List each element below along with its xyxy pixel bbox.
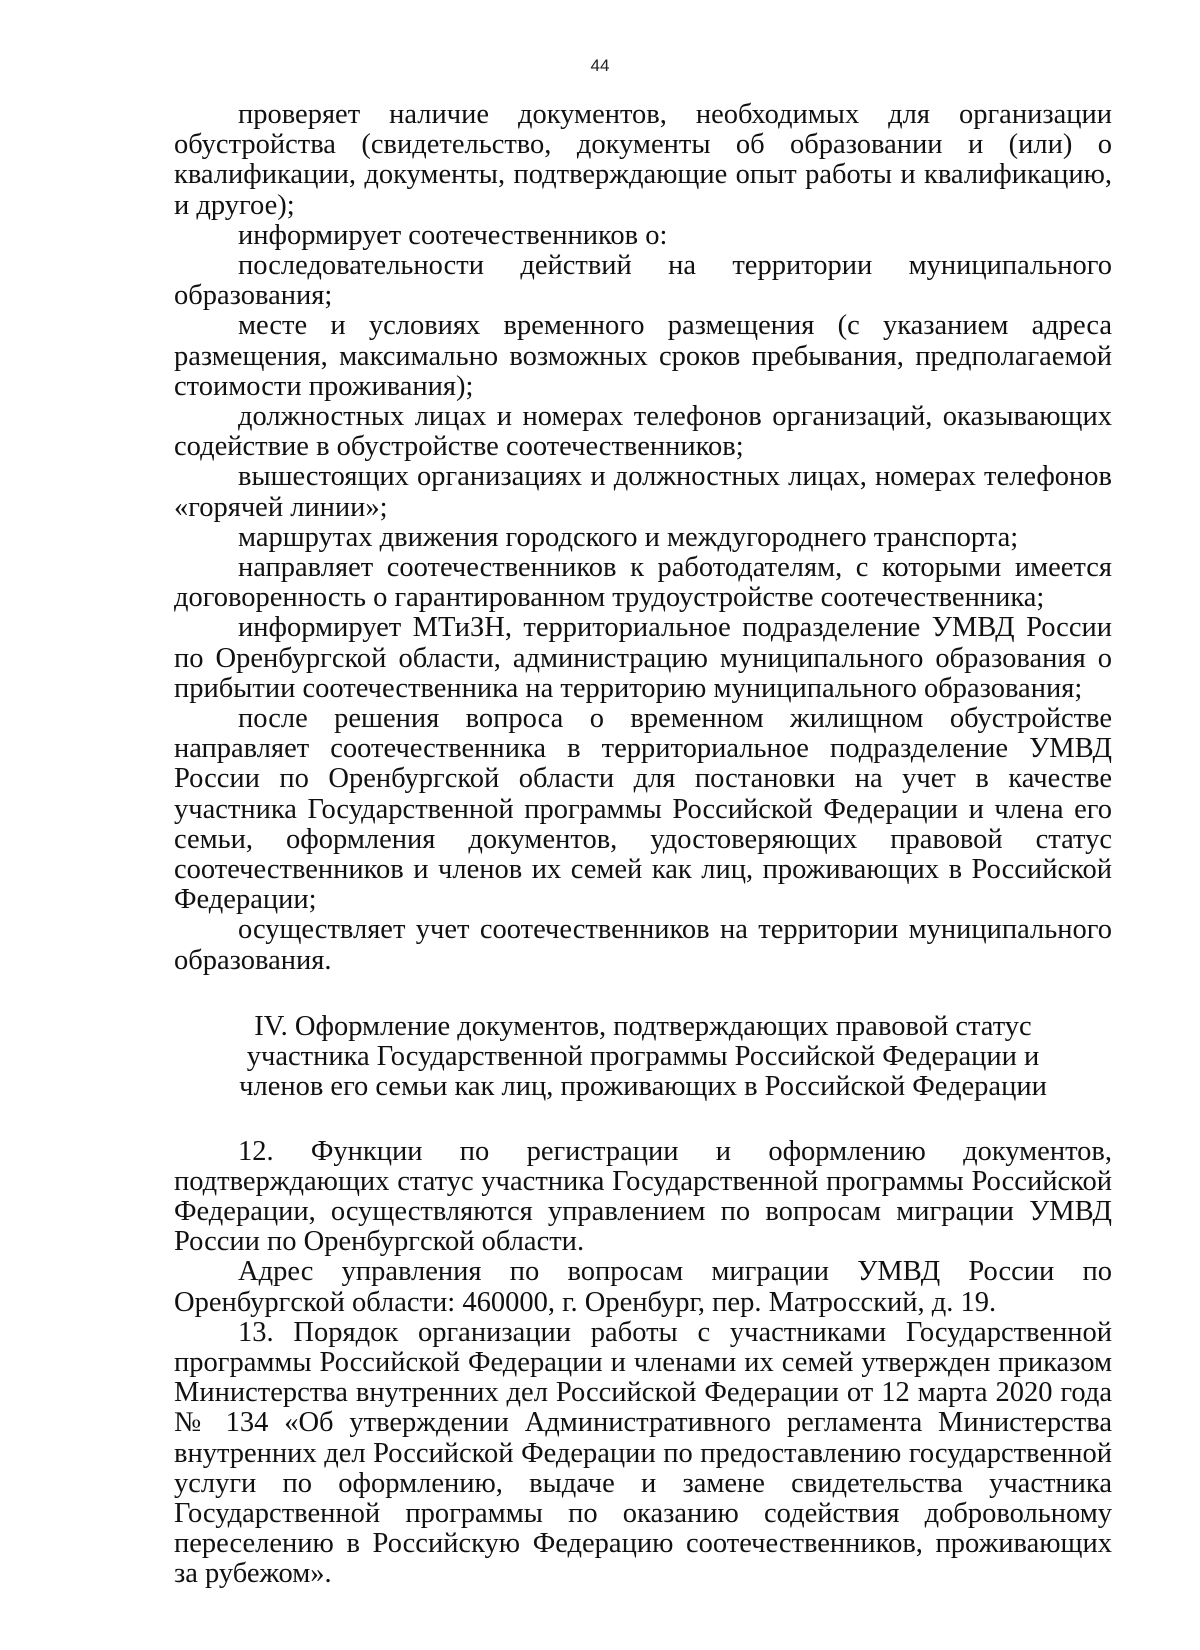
- paragraph: месте и условиях временного размещения (с указанием адреса размещения, максимально возможных сроков пребывания, предполагаемой стоимости проживания);: [174, 310, 1112, 402]
- paragraph: информирует МТиЗН, территориальное подразделение УМВД России по Оренбургской области, администрацию муниципального образования о прибытии соотечественника на территорию муниципального образования;: [174, 612, 1112, 704]
- paragraph: осуществляет учет соотечественников на территории муниципального образования.: [174, 914, 1112, 976]
- paragraph: направляет соотечественников к работодателям, с которыми имеется договоренность о гарантированном трудоустройстве соотечественника;: [174, 552, 1112, 614]
- document-body: [174, 100, 1112, 1590]
- paragraph: маршрутах движения городского и междугороднего транспорта;: [238, 521, 1019, 553]
- paragraph: проверяет наличие документов, необходимых для организации обустройства (свидетельство, документы об образовании и (или) о квалификации, документы, подтверждающие опыт работы и квалификацию, и другое);: [174, 99, 1112, 221]
- paragraph: 13. Порядок организации работы с участниками Государственной программы Российской Федерации и членами их семей утвержден приказом Министерства внутренних дел Российской Федерации от 12 марта 2020 года № 134 «Об утверждении Административного регламента Министерства внутренних дел Российской Федерации по предоставлению государственной услуги по оформлению, выдаче и замене свидетельства участника Государственной программы по оказанию содействия добровольному переселению в Российскую Федерацию соотечественников, проживающих за рубежом».: [174, 1316, 1112, 1590]
- section-heading-line: членов его семьи как лиц, проживающих в Российской Федерации: [239, 1071, 1047, 1103]
- paragraph: вышестоящих организациях и должностных лицах, номерах телефонов «горячей линии»;: [174, 461, 1112, 523]
- paragraph: должностных лицах и номерах телефонов организаций, оказывающих содействие в обустройстве соотечественников;: [174, 401, 1112, 463]
- paragraph: после решения вопроса о временном жилищном обустройстве направляет соотечественника в территориальное подразделение УМВД России по Оренбургской области для постановки на учет в качестве участника Государственной программы Российской Федерации и члена его семьи, оформления документов, удостоверяющих правовой статус соотечественников и членов их семей как лиц, проживающих в Российской Федерации;: [174, 703, 1112, 916]
- section-heading-line: IV. Оформление документов, подтверждающих правовой статус: [254, 1010, 1032, 1042]
- paragraph: 12. Функции по регистрации и оформлению документов, подтверждающих статус участника Государственной программы Российской Федерации, осуществляются управлением по вопросам миграции УМВД России по Оренбургской области.: [174, 1135, 1112, 1258]
- section-heading-line: участника Государственной программы Российской Федерации и: [246, 1041, 1040, 1073]
- paragraph: Адрес управления по вопросам миграции УМВД России по Оренбургской области: 460000, г. Оренбург, пер. Матросский, д. 19.: [174, 1256, 1112, 1318]
- paragraph: информирует соотечественников о:: [238, 219, 668, 251]
- page-number: 44: [590, 56, 610, 75]
- paragraph: последовательности действий на территории муниципального образования;: [174, 250, 1112, 312]
- section-heading: [174, 1012, 1112, 1103]
